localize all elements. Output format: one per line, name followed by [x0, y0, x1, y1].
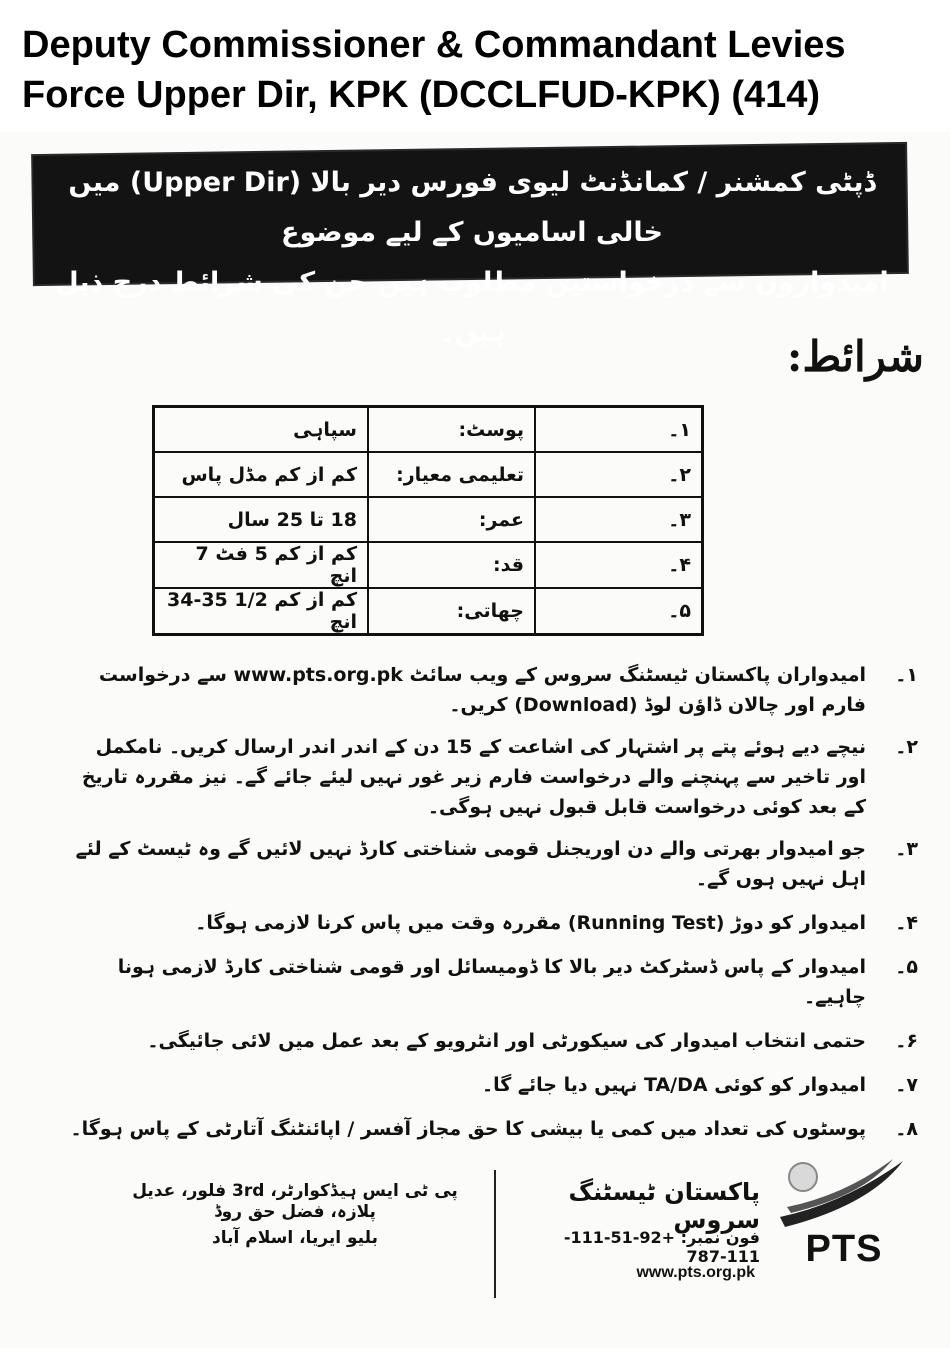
- item-text: امیدوار کو کوئی TA/DA نہیں دیا جائے گا۔: [481, 1074, 866, 1096]
- row-number: ۱۔: [535, 407, 703, 453]
- list-item: [70, 1026, 918, 1056]
- item-number: ۱۔: [895, 664, 918, 686]
- conditions-list: [70, 660, 918, 1144]
- item-text: پوسٹوں کی تعداد میں کمی یا بیشی کا حق مجاز آفسر / اپائنٹنگ آتارٹی کے پاس ہوگا۔: [70, 1118, 866, 1140]
- row-value: کم از کم مڈل پاس: [154, 452, 369, 497]
- item-text: حتمی انتخاب امیدوار کی سیکورٹی اور انٹرویو کے بعد عمل میں لائی جائیگی۔: [147, 1030, 866, 1052]
- list-item: [70, 660, 918, 720]
- row-label: چھاتی:: [368, 588, 535, 635]
- row-value: 18 تا 25 سال: [154, 497, 369, 542]
- list-item: [70, 834, 918, 894]
- list-item: [70, 1114, 918, 1144]
- org-name: پاکستان ٹیسٹنگ سروس: [568, 1178, 760, 1234]
- pts-logo-text: PTS: [805, 1228, 883, 1270]
- requirements-table: [152, 405, 704, 636]
- item-text: امیدوار کو دوڑ (Running Test) مقررہ وقت میں پاس کرنا لازمی ہوگا۔: [195, 912, 866, 934]
- phone-number: فون نمبر: +92-51-111-111-787: [563, 1228, 760, 1266]
- item-text: امیدواران پاکستان ٹیسٹنگ سروس کے ویب سائٹ www.pts.org.pk سے درخواست فارم اور چالان ڈاؤن لوڈ (Download) کریں۔: [98, 664, 866, 716]
- item-text: نیچے دیے ہوئے پتے پر اشتہار کی اشاعت کے 15 دن کے اندر اندر ارسال کریں۔ نامکمل اور تاخیر سے پہنچنے والے درخواست فارم زیر غور نہیں لیئے جائے گے۔ نیز مقررہ تاریخ کے بعد کوئی درخواست قابل قبول نہیں ہوگی۔: [81, 736, 866, 818]
- table-row: [154, 588, 703, 635]
- list-item: [70, 952, 918, 1012]
- announcement-banner-text: [52, 158, 892, 348]
- address-line-1: پی ٹی ایس ہیڈکوارٹر، 3rd فلور، عدیل پلازہ، فضل حق روڈ: [132, 1181, 458, 1222]
- row-number: ۵۔: [535, 588, 703, 635]
- row-number: ۲۔: [535, 452, 703, 497]
- website-link[interactable]: www.pts.org.pk: [636, 1264, 755, 1281]
- item-number: ۳۔: [895, 838, 918, 860]
- list-item: [70, 732, 918, 822]
- list-item: [70, 908, 918, 938]
- banner-line-2: امیدواروں سے درخواستیں مطلوب ہیں جن کی شرائط درج ذیل ہیں۔: [55, 267, 889, 348]
- row-value: کم از کم 5 فٹ 7 انچ: [154, 542, 369, 588]
- table-row: [154, 407, 703, 453]
- row-label: عمر:: [368, 497, 535, 542]
- row-label: قد:: [368, 542, 535, 588]
- table-row: [154, 542, 703, 588]
- address-line-2: بلیو ایریا، اسلام آباد: [212, 1228, 378, 1248]
- row-value: کم از کم 1/2 35-34 انچ: [154, 588, 369, 635]
- page-title: Deputy Commissioner & Commandant Levies Force Upper Dir, KPK (DCCLFUD-KPK) (414): [22, 24, 846, 116]
- row-value: سپاہی: [154, 407, 369, 453]
- row-number: ۳۔: [535, 497, 703, 542]
- table-row: [154, 497, 703, 542]
- item-number: ۴۔: [895, 912, 918, 934]
- item-number: ۵۔: [895, 956, 918, 978]
- item-text: جو امیدوار بھرتی والے دن اوریجنل قومی شناختی کارڈ نہیں لائیں گے وہ ٹیسٹ کے لئے اہل نہیں ہوں گے۔: [75, 838, 866, 890]
- item-number: ۸۔: [895, 1118, 918, 1140]
- list-item: [70, 1070, 918, 1100]
- item-number: ۲۔: [895, 736, 918, 758]
- item-number: ۶۔: [895, 1030, 918, 1052]
- row-label: پوسٹ:: [368, 407, 535, 453]
- row-label: تعلیمی معیار:: [368, 452, 535, 497]
- row-number: ۴۔: [535, 542, 703, 588]
- item-number: ۷۔: [895, 1074, 918, 1096]
- conditions-heading: شرائط:: [786, 332, 924, 381]
- banner-line-1: ڈپٹی کمشنر / کمانڈنٹ لیوی فورس دیر بالا (Upper Dir) میں خالی اسامیوں کے لیے موضوع: [68, 167, 876, 248]
- item-text: امیدوار کے پاس ڈسٹرکٹ دیر بالا کا ڈومیسائل اور قومی شناختی کارڈ لازمی ہونا چاہیے۔: [117, 956, 866, 1008]
- footer-divider: [494, 1170, 496, 1298]
- table-row: [154, 452, 703, 497]
